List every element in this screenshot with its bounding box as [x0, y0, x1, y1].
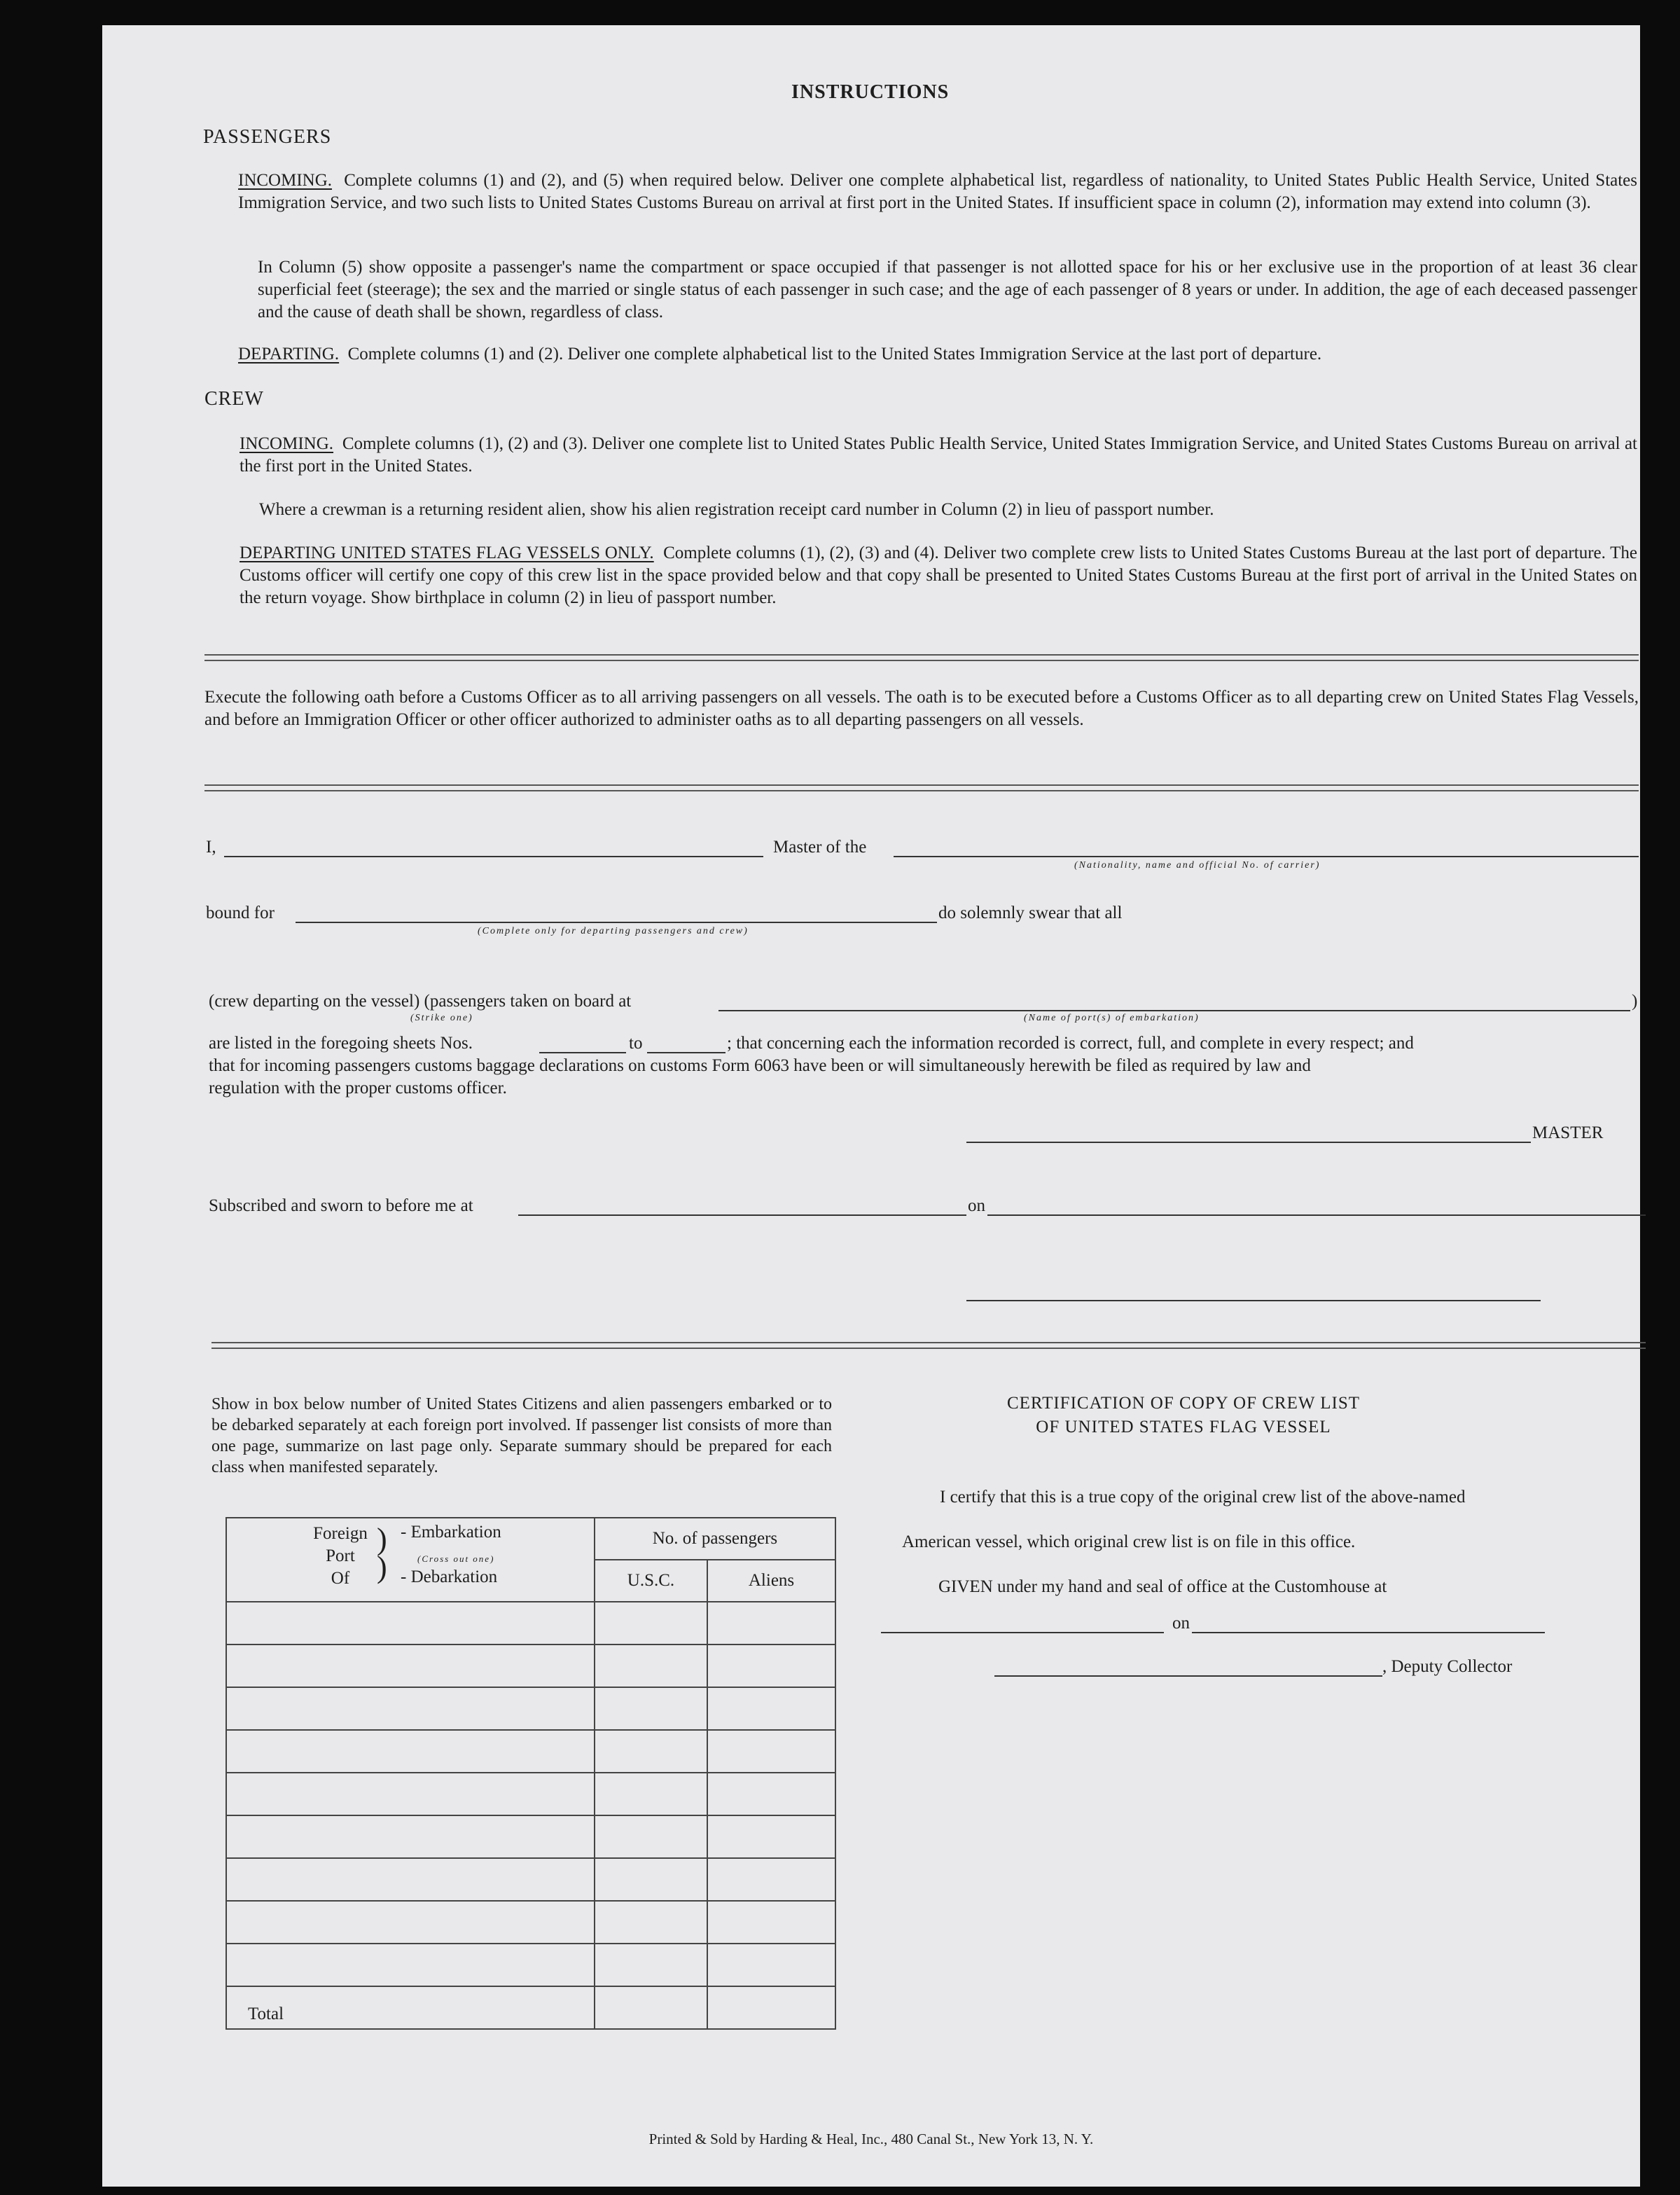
section-divider — [211, 1342, 1646, 1349]
certification-title-1: CERTIFICATION OF COPY OF CREW LIST — [1006, 1394, 1361, 1413]
crew-crewman-paragraph: Where a crewman is a returning resident alien, show his alien registration receipt card number in Column (2) in lieu of passport number. — [259, 500, 1214, 519]
master-signature-field[interactable] — [966, 1142, 1531, 1143]
port-cell[interactable] — [226, 1944, 595, 1986]
port-cell[interactable] — [226, 1858, 595, 1901]
sheets-to-field[interactable] — [647, 1052, 726, 1053]
nationality-hint: (Nationality, name and official No. of carrier) — [1074, 860, 1321, 871]
aliens-header: Aliens — [707, 1560, 835, 1602]
certify-line-1: I certify that this is a true copy of the original crew list of the above-named — [940, 1488, 1466, 1507]
form-page — [102, 25, 1640, 2187]
carrier-field[interactable] — [894, 856, 1639, 857]
table-row — [226, 1773, 835, 1815]
port-cell[interactable] — [226, 1815, 595, 1858]
no-passengers-header: No. of passengers — [595, 1518, 835, 1560]
aliens-cell[interactable] — [707, 1644, 835, 1687]
usc-total-cell[interactable] — [595, 1986, 707, 2029]
certification-title-2: OF UNITED STATES FLAG VESSEL — [1036, 1418, 1331, 1436]
crew-departing-paragraph — [239, 542, 1637, 609]
to-label: to — [629, 1034, 643, 1053]
customhouse-field[interactable] — [881, 1632, 1164, 1633]
passengers-departing-text: Complete columns (1) and (2). Deliver one complete alphabetical list to the United States Immigration Service at the last port of departure. — [347, 345, 1322, 363]
usc-cell[interactable] — [595, 1815, 707, 1858]
embarkation-port-field[interactable] — [718, 1010, 1630, 1011]
cross-out-hint: (Cross out one) — [417, 1553, 495, 1564]
total-label: Total — [226, 1986, 595, 2029]
section-divider — [204, 784, 1639, 791]
usc-cell[interactable] — [595, 1644, 707, 1687]
aliens-cell[interactable] — [707, 1901, 835, 1944]
sheets-from-field[interactable] — [539, 1052, 626, 1053]
aliens-total-cell[interactable] — [707, 1986, 835, 2029]
port-cell[interactable] — [226, 1901, 595, 1944]
strike-one-hint: (Strike one) — [410, 1013, 473, 1023]
port-cell[interactable] — [226, 1687, 595, 1730]
usc-cell[interactable] — [595, 1858, 707, 1901]
port-cell[interactable] — [226, 1644, 595, 1687]
given-line: GIVEN under my hand and seal of office at the Customhouse at — [938, 1577, 1387, 1596]
aliens-cell[interactable] — [707, 1687, 835, 1730]
destination-field[interactable] — [296, 922, 937, 923]
brace-lower-icon: ) — [377, 1550, 387, 1584]
debarkation-label[interactable]: - Debarkation — [401, 1567, 498, 1586]
certify-line-2: American vessel, which original crew list is on file in this office. — [902, 1532, 1356, 1551]
usc-header: U.S.C. — [595, 1560, 707, 1602]
col-foreign: Foreign — [313, 1524, 368, 1543]
aliens-cell[interactable] — [707, 1858, 835, 1901]
passengers-incoming-label: INCOMING. — [238, 171, 333, 190]
aliens-cell[interactable] — [707, 1602, 835, 1644]
oath-i-label: I, — [206, 838, 216, 857]
col-port: Port — [326, 1546, 355, 1565]
certification-date-field[interactable] — [1192, 1632, 1545, 1633]
passengers-departing-label: DEPARTING. — [238, 345, 340, 363]
sworn-date-field[interactable] — [987, 1214, 1646, 1216]
on-label: on — [968, 1196, 985, 1215]
table-row — [226, 1730, 835, 1773]
section-divider — [204, 654, 1639, 661]
bound-for-label: bound for — [206, 903, 275, 922]
table-row — [226, 1944, 835, 1986]
table-row — [226, 1858, 835, 1901]
port-cell[interactable] — [226, 1602, 595, 1644]
usc-cell[interactable] — [595, 1901, 707, 1944]
port-header-cell — [226, 1518, 595, 1602]
crew-incoming-paragraph — [239, 433, 1637, 478]
total-row — [226, 1986, 835, 2029]
listed-prefix: are listed in the foregoing sheets Nos. — [209, 1034, 473, 1053]
crew-departing-text: Complete columns (1), (2), (3) and (4). Deliver two complete crew lists to United States Customs Bureau at the last port of departure. The Customs officer will certify one copy of this crew list in the space provided below and that copy shall be presented to United States Customs Bureau at the first port of arrival in the United States on the return voyage. Show birthplace in column (2) in lieu of passport number. — [239, 543, 1637, 607]
listed-suffix: ; that concerning each the information recorded is correct, full, and complete in every respect; and — [727, 1034, 1414, 1053]
table-row — [226, 1644, 835, 1687]
close-paren: ) — [1632, 992, 1638, 1011]
usc-cell[interactable] — [595, 1944, 707, 1986]
usc-cell[interactable] — [595, 1687, 707, 1730]
crew-departing-label: (crew departing on the vessel) (passengers taken on board at — [209, 992, 632, 1011]
master-of-the-label: Master of the — [773, 838, 867, 857]
sworn-place-field[interactable] — [518, 1214, 966, 1216]
complete-only-hint: (Complete only for departing passengers and crew) — [478, 926, 749, 936]
aliens-cell[interactable] — [707, 1815, 835, 1858]
usc-cell[interactable] — [595, 1773, 707, 1815]
aliens-cell[interactable] — [707, 1773, 835, 1815]
usc-cell[interactable] — [595, 1602, 707, 1644]
crew-heading: CREW — [204, 388, 264, 410]
table-row — [226, 1901, 835, 1944]
col-of: Of — [331, 1569, 350, 1588]
aliens-cell[interactable] — [707, 1730, 835, 1773]
certification-on-label: on — [1172, 1614, 1190, 1633]
listed-line-3: regulation with the proper customs officer. — [209, 1079, 507, 1098]
deputy-signature-field[interactable] — [994, 1675, 1382, 1677]
table-row — [226, 1815, 835, 1858]
subscribed-label: Subscribed and sworn to before me at — [209, 1196, 473, 1215]
master-label: MASTER — [1532, 1123, 1604, 1142]
passenger-summary-table — [225, 1517, 836, 2030]
embarkation-label[interactable]: - Embarkation — [401, 1523, 501, 1542]
passengers-departing-paragraph — [238, 343, 1646, 366]
brace-upper-icon: ) — [377, 1522, 387, 1556]
officer-signature-field[interactable] — [966, 1300, 1541, 1301]
page-title: INSTRUCTIONS — [791, 81, 950, 103]
usc-cell[interactable] — [595, 1730, 707, 1773]
listed-line-2: that for incoming passengers customs baggage declarations on customs Form 6063 have been or will simultaneously herewith be filed as required by law and — [209, 1056, 1311, 1075]
passengers-incoming-paragraph — [238, 169, 1637, 214]
passengers-incoming-text: Complete columns (1) and (2), and (5) when required below. Deliver one complete alphabetical list, regardless of nationality, to United States Public Health Service, United States Immigration Service, and two such lists to United States Customs Bureau on arrival at first port in the United States. If insufficient space in column (2), information may extend into column (3). — [238, 171, 1638, 212]
oath-instructions: Execute the following oath before a Customs Officer as to all arriving passengers on all vessels. The oath is to be executed before a Customs Officer as to all departing crew on United States Flag Vessels, and before an Immigration Officer or other officer authorized to administer oaths as to all departing passengers on all vessels. — [204, 688, 1639, 729]
crew-departing-label: DEPARTING UNITED STATES FLAG VESSELS ONLY. — [239, 543, 654, 562]
master-name-field[interactable] — [224, 856, 763, 857]
port-hint: (Name of port(s) of embarkation) — [1024, 1013, 1200, 1023]
passengers-heading: PASSENGERS — [203, 126, 332, 148]
do-swear-label: do solemnly swear that all — [938, 903, 1123, 922]
port-cell[interactable] — [226, 1730, 595, 1773]
crew-incoming-label: INCOMING. — [239, 434, 334, 453]
port-cell[interactable] — [226, 1773, 595, 1815]
deputy-collector-label: , Deputy Collector — [1382, 1657, 1513, 1676]
summary-intro: Show in box below number of United States Citizens and alien passengers embarked or to be debarked separately at each foreign port involved. If passenger list consists of more than one page, summarize on last page only. Separate summary should be prepared for each class when manifested separately. — [211, 1395, 832, 1476]
table-row — [226, 1602, 835, 1644]
table-row — [226, 1687, 835, 1730]
aliens-cell[interactable] — [707, 1944, 835, 1986]
crew-incoming-text: Complete columns (1), (2) and (3). Deliver one complete list to United States Public Health Service, United States Immigration Service, and United States Customs Bureau on arrival at the first port in the United States. — [239, 434, 1637, 476]
printer-footer: Printed & Sold by Harding & Heal, Inc., 480 Canal St., New York 13, N. Y. — [648, 2131, 1094, 2147]
passengers-column5-paragraph: In Column (5) show opposite a passenger's name the compartment or space occupied if that passenger is not allotted space for his or her exclusive use in the proportion of at least 36 clear superficial feet (steerage); the sex and the married or single status of each passenger in such case; and the age of each passenger of 8 years or under. In addition, the age of each deceased passenger and the cause of death shall be shown, regardless of class. — [258, 258, 1637, 321]
